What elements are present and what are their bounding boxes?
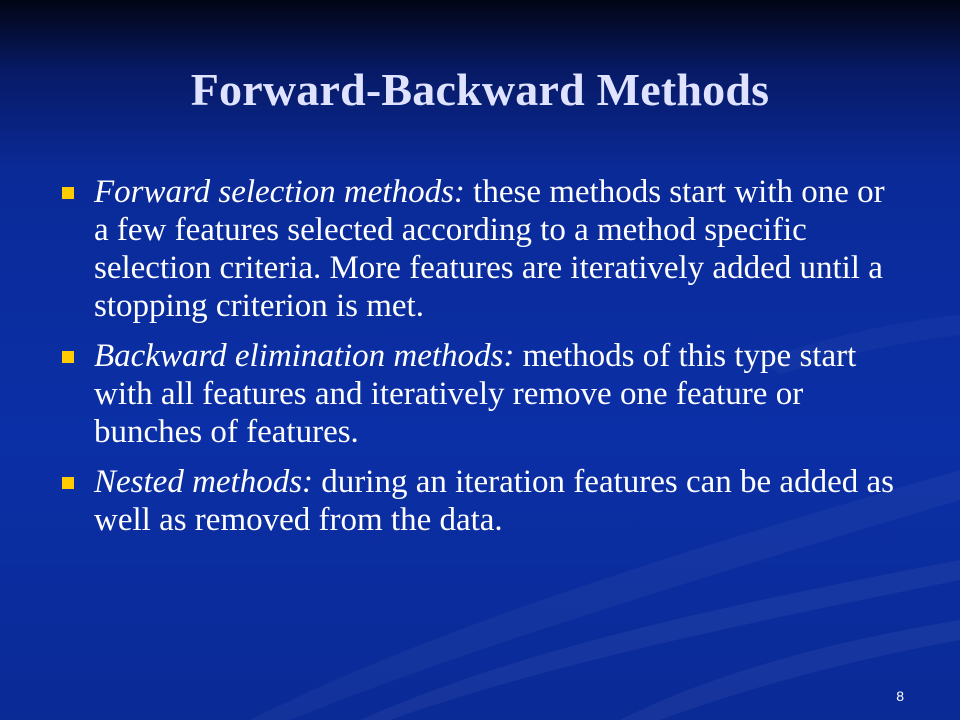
bullet-forward-selection (56, 173, 906, 325)
slide-title: Forward-Backward Methods (190, 64, 770, 115)
bullet-term: Nested methods: (94, 464, 314, 500)
bullet-term: Forward selection methods: (94, 174, 465, 210)
bullet-text: methods of this type start with all features and iteratively remove one feature or bunches of features. (94, 338, 857, 450)
bullet-text: during an iteration features can be added as well as removed from the data. (94, 464, 894, 538)
bullet-text: these methods start with one or a few features selected according to a method specific selection criteria. More features are iteratively added until a stopping criterion is met. (94, 174, 885, 324)
page-number: 8 (896, 688, 904, 704)
bullet-term: Backward elimination methods: (94, 338, 515, 374)
square-bullet-icon (62, 351, 74, 363)
bullet-backward-elimination (56, 337, 906, 451)
bullet-list (56, 173, 906, 551)
square-bullet-icon (62, 187, 74, 199)
bullet-nested-methods (56, 463, 906, 539)
square-bullet-icon (62, 477, 74, 489)
